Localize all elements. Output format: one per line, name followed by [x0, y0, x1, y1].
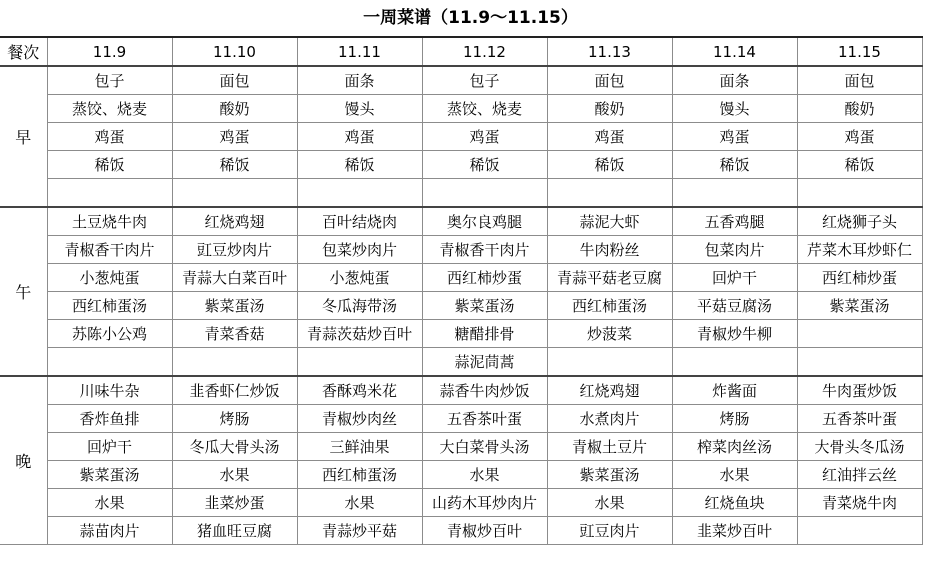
dish-cell: 青菜香菇: [172, 320, 297, 348]
dish-cell: [797, 348, 922, 377]
dish-cell: 小葱炖蛋: [297, 264, 422, 292]
dish-cell: 牛肉粉丝: [547, 236, 672, 264]
dish-cell: 紫菜蛋汤: [547, 461, 672, 489]
dish-cell: 青椒炒牛柳: [672, 320, 797, 348]
dish-cell: [797, 179, 922, 208]
dish-cell: 平菇豆腐汤: [672, 292, 797, 320]
table-row: [0, 123, 922, 151]
dish-cell: 蒜泥大虾: [547, 207, 672, 236]
dish-cell: 稀饭: [172, 151, 297, 179]
day-header-cell: 11.13: [547, 37, 672, 66]
dish-cell: 红烧鱼块: [672, 489, 797, 517]
dish-cell: 水果: [47, 489, 172, 517]
dish-cell: 酸奶: [547, 95, 672, 123]
dish-cell: [547, 348, 672, 377]
dish-cell: 水果: [547, 489, 672, 517]
dish-cell: 青椒香干肉片: [422, 236, 547, 264]
table-row: [0, 489, 922, 517]
dish-cell: 青椒香干肉片: [47, 236, 172, 264]
dish-cell: 芹菜木耳炒虾仁: [797, 236, 922, 264]
dish-cell: 水果: [672, 461, 797, 489]
dish-cell: 大白菜骨头汤: [422, 433, 547, 461]
table-row: [0, 433, 922, 461]
dish-cell: 酸奶: [797, 95, 922, 123]
dish-cell: 酸奶: [172, 95, 297, 123]
dish-cell: 青椒炒肉丝: [297, 405, 422, 433]
dish-cell: 回炉干: [47, 433, 172, 461]
dish-cell: 冬瓜大骨头汤: [172, 433, 297, 461]
dish-cell: 百叶结烧肉: [297, 207, 422, 236]
dish-cell: 冬瓜海带汤: [297, 292, 422, 320]
meal-label-cell: 午: [0, 207, 47, 376]
dish-cell: 炸酱面: [672, 376, 797, 405]
dish-cell: 榨菜肉丝汤: [672, 433, 797, 461]
dish-cell: 炒菠菜: [547, 320, 672, 348]
dish-cell: 蒜苗肉片: [47, 517, 172, 545]
dish-cell: [797, 320, 922, 348]
dish-cell: 鸡蛋: [422, 123, 547, 151]
dish-cell: 西红柿蛋汤: [547, 292, 672, 320]
dish-cell: 紫菜蛋汤: [47, 461, 172, 489]
dish-cell: 稀饭: [547, 151, 672, 179]
dish-cell: 三鲜油果: [297, 433, 422, 461]
meal-header-cell: 餐次: [0, 37, 47, 66]
dish-cell: 鸡蛋: [297, 123, 422, 151]
table-row: [0, 66, 922, 95]
dish-cell: 豇豆肉片: [547, 517, 672, 545]
dish-cell: 蒜泥茼蒿: [422, 348, 547, 377]
dish-cell: 山药木耳炒肉片: [422, 489, 547, 517]
table-row: [0, 236, 922, 264]
dish-cell: 面包: [547, 66, 672, 95]
table-row: [0, 179, 922, 208]
dish-cell: 苏陈小公鸡: [47, 320, 172, 348]
menu-table-body: [0, 37, 922, 545]
table-row: [0, 264, 922, 292]
dish-cell: 水果: [297, 489, 422, 517]
dish-cell: 西红柿炒蛋: [422, 264, 547, 292]
dish-cell: 青蒜炒平菇: [297, 517, 422, 545]
dish-cell: 西红柿蛋汤: [297, 461, 422, 489]
dish-cell: 香炸鱼排: [47, 405, 172, 433]
table-row: [0, 292, 922, 320]
dish-cell: 面条: [672, 66, 797, 95]
dish-cell: 豇豆炒肉片: [172, 236, 297, 264]
dish-cell: 鸡蛋: [547, 123, 672, 151]
dish-cell: 猪血旺豆腐: [172, 517, 297, 545]
dish-cell: 紫菜蛋汤: [797, 292, 922, 320]
dish-cell: 青菜烧牛肉: [797, 489, 922, 517]
header-row: [0, 37, 922, 66]
dish-cell: 小葱炖蛋: [47, 264, 172, 292]
day-header-cell: 11.11: [297, 37, 422, 66]
dish-cell: 稀饭: [297, 151, 422, 179]
dish-cell: 面条: [297, 66, 422, 95]
dish-cell: 韭香虾仁炒饭: [172, 376, 297, 405]
dish-cell: 韭菜炒蛋: [172, 489, 297, 517]
table-row: [0, 376, 922, 405]
dish-cell: 馒头: [297, 95, 422, 123]
table-row: [0, 517, 922, 545]
meal-label-cell: 晚: [0, 376, 47, 545]
table-row: [0, 320, 922, 348]
dish-cell: 青蒜平菇老豆腐: [547, 264, 672, 292]
dish-cell: [47, 179, 172, 208]
dish-cell: 馒头: [672, 95, 797, 123]
dish-cell: 西红柿炒蛋: [797, 264, 922, 292]
dish-cell: [672, 348, 797, 377]
dish-cell: 鸡蛋: [797, 123, 922, 151]
dish-cell: 包菜炒肉片: [297, 236, 422, 264]
dish-cell: 蒸饺、烧麦: [47, 95, 172, 123]
dish-cell: 稀饭: [672, 151, 797, 179]
table-row: [0, 461, 922, 489]
table-row: [0, 151, 922, 179]
dish-cell: 青椒土豆片: [547, 433, 672, 461]
menu-table-container: [0, 36, 923, 545]
dish-cell: 鸡蛋: [672, 123, 797, 151]
dish-cell: 川味牛杂: [47, 376, 172, 405]
dish-cell: 烤肠: [172, 405, 297, 433]
dish-cell: 糖醋排骨: [422, 320, 547, 348]
dish-cell: 青蒜茨菇炒百叶: [297, 320, 422, 348]
day-header-cell: 11.14: [672, 37, 797, 66]
dish-cell: 香酥鸡米花: [297, 376, 422, 405]
table-row: [0, 95, 922, 123]
table-row: [0, 405, 922, 433]
dish-cell: 红烧鸡翅: [172, 207, 297, 236]
dish-cell: 奥尔良鸡腿: [422, 207, 547, 236]
dish-cell: 稀饭: [422, 151, 547, 179]
dish-cell: 水煮肉片: [547, 405, 672, 433]
dish-cell: [672, 179, 797, 208]
dish-cell: 红烧鸡翅: [547, 376, 672, 405]
day-header-cell: 11.12: [422, 37, 547, 66]
dish-cell: 五香茶叶蛋: [797, 405, 922, 433]
dish-cell: [172, 179, 297, 208]
dish-cell: [422, 179, 547, 208]
dish-cell: 韭菜炒百叶: [672, 517, 797, 545]
table-row: [0, 348, 922, 377]
dish-cell: 包子: [47, 66, 172, 95]
dish-cell: 青蒜大白菜百叶: [172, 264, 297, 292]
dish-cell: 稀饭: [797, 151, 922, 179]
day-header-cell: 11.15: [797, 37, 922, 66]
dish-cell: 紫菜蛋汤: [172, 292, 297, 320]
dish-cell: 大骨头冬瓜汤: [797, 433, 922, 461]
dish-cell: 水果: [172, 461, 297, 489]
dish-cell: 包菜肉片: [672, 236, 797, 264]
dish-cell: 蒜香牛肉炒饭: [422, 376, 547, 405]
dish-cell: [547, 179, 672, 208]
dish-cell: [297, 348, 422, 377]
page-title: 一周菜谱（11.9～11.15）: [363, 8, 578, 28]
dish-cell: [172, 348, 297, 377]
dish-cell: 面包: [797, 66, 922, 95]
dish-cell: 紫菜蛋汤: [422, 292, 547, 320]
dish-cell: 烤肠: [672, 405, 797, 433]
dish-cell: 水果: [422, 461, 547, 489]
dish-cell: 五香茶叶蛋: [422, 405, 547, 433]
dish-cell: 回炉干: [672, 264, 797, 292]
dish-cell: 红油拌云丝: [797, 461, 922, 489]
dish-cell: 鸡蛋: [47, 123, 172, 151]
dish-cell: 红烧狮子头: [797, 207, 922, 236]
dish-cell: [797, 517, 922, 545]
meal-label-cell: 早: [0, 66, 47, 207]
dish-cell: 鸡蛋: [172, 123, 297, 151]
dish-cell: 包子: [422, 66, 547, 95]
dish-cell: [297, 179, 422, 208]
day-header-cell: 11.10: [172, 37, 297, 66]
menu-table: [0, 36, 923, 545]
dish-cell: 西红柿蛋汤: [47, 292, 172, 320]
dish-cell: 五香鸡腿: [672, 207, 797, 236]
dish-cell: 稀饭: [47, 151, 172, 179]
dish-cell: 面包: [172, 66, 297, 95]
table-row: [0, 207, 922, 236]
day-header-cell: 11.9: [47, 37, 172, 66]
dish-cell: 青椒炒百叶: [422, 517, 547, 545]
dish-cell: 蒸饺、烧麦: [422, 95, 547, 123]
dish-cell: 土豆烧牛肉: [47, 207, 172, 236]
dish-cell: 牛肉蛋炒饭: [797, 376, 922, 405]
dish-cell: [47, 348, 172, 377]
